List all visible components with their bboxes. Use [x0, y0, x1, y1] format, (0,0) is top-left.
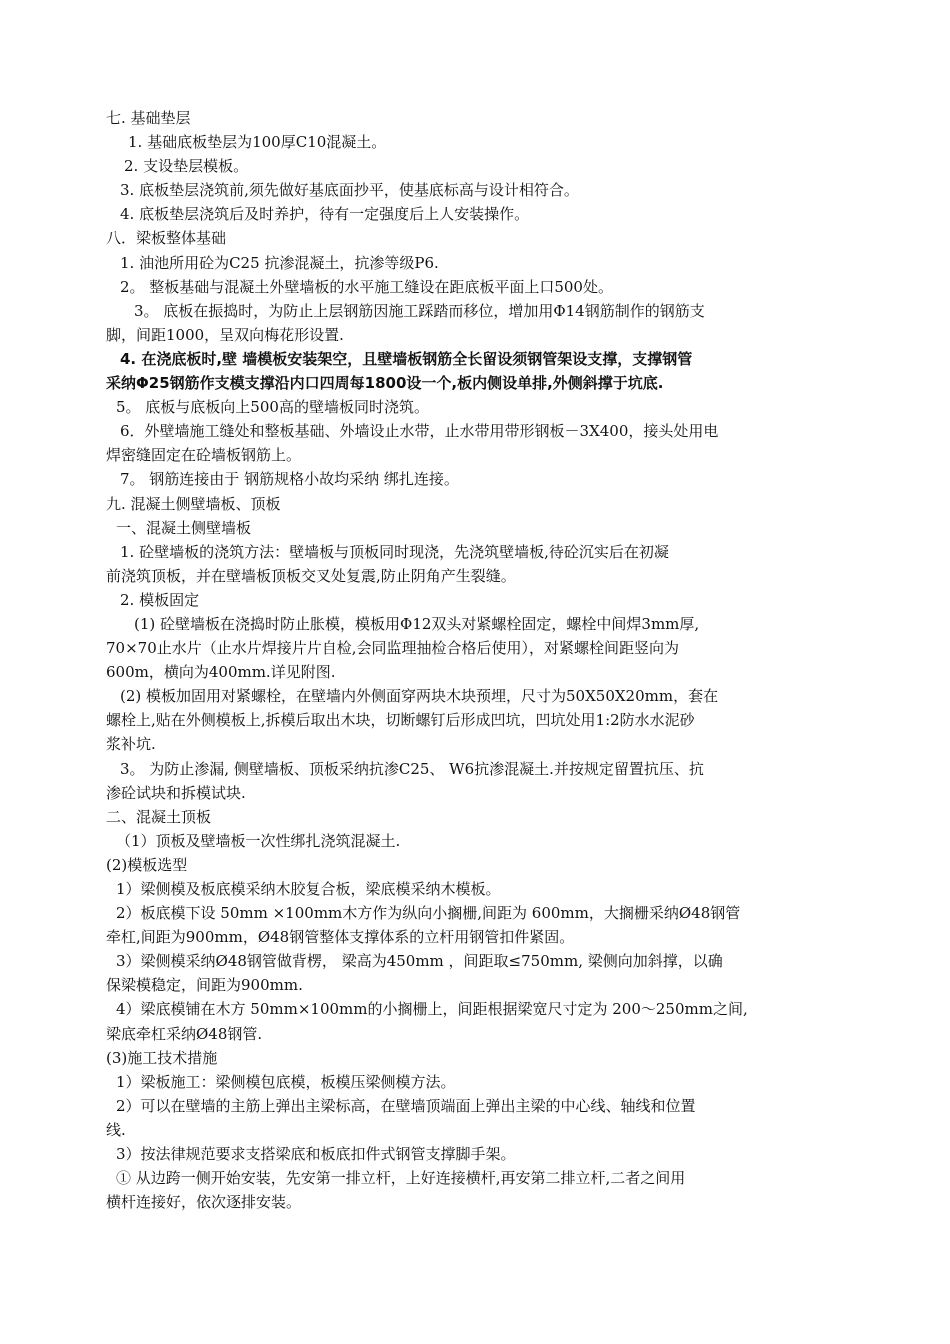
subsection-heading: 二、混凝土顶板: [106, 807, 212, 826]
paragraph-line: 3。 为防止渗漏, 侧壁墙板、顶板采纳抗渗C25、 W6抗渗混凝土.并按规定留置抗压、抗: [120, 759, 704, 778]
paragraph-line: 保梁模稳定，间距为900mm.: [106, 976, 303, 995]
paragraph-line: 渗砼试块和拆模试块.: [106, 783, 246, 802]
paragraph-line: 牵杠,间距为900mm，Ø48钢管整体支撑体系的立杆用钢管扣件紧固。: [106, 928, 575, 947]
section-heading-8: 八．梁板整体基础: [106, 229, 227, 248]
paragraph-line: 2. 模板固定: [120, 590, 200, 609]
paragraph-line: 1. 砼壁墙板的浇筑方法：壁墙板与顶板同时现浇，先浇筑壁墙板,待砼沉实后在初凝: [120, 542, 669, 561]
subsection-heading: 一、混凝土侧壁墙板: [116, 518, 252, 537]
paragraph-line: 1. 基础底板垫层为100厚C10混凝土。: [128, 133, 387, 152]
paragraph-line: (3)施工技术措施: [106, 1048, 218, 1067]
paragraph-line: 1）梁板施工：梁侧模包底模，板模压梁侧模方法。: [116, 1072, 456, 1091]
bold-paragraph-line: 采纳Φ25钢筋作支模支撑沿内口四周每1800设一个,板内侧设单排,外侧斜撑于坑底.: [106, 374, 664, 393]
paragraph-line: 6．外壁墙施工缝处和整板基础、外墙设止水带，止水带用带形钢板－3Χ400，接头处用电: [120, 422, 719, 441]
paragraph-line: 线.: [106, 1120, 126, 1139]
paragraph-line: (2) 模板加固用对紧螺栓，在壁墙内外侧面穿两块木块预埋，尺寸为50Χ50Χ20mm，套在: [120, 687, 719, 706]
paragraph-line: 2）可以在壁墙的主筋上弹出主梁标高，在壁墙顶端面上弹出主梁的中心线、轴线和位置: [116, 1096, 696, 1115]
paragraph-line: 焊密缝固定在砼墙板钢筋上。: [106, 446, 302, 465]
paragraph-line: 3）梁侧模采纳Ø48钢管做背楞， 梁高为450mm ，间距取≤750mm, 梁侧向加斜撑，以确: [116, 952, 723, 971]
paragraph-line: (1) 砼壁墙板在浇捣时防止胀模，模板用Φ12双头对紧螺栓固定，螺栓中间焊3mm厚,: [134, 614, 700, 633]
paragraph-line: 5。 底板与底板向上500高的壁墙板同时浇筑。: [116, 398, 429, 417]
paragraph-line: 7。 钢筋连接由于 钢筋规格小故均采纳 绑扎连接。: [120, 470, 459, 489]
paragraph-line: 4. 底板垫层浇筑后及时养护，待有一定强度后上人安装操作。: [120, 205, 530, 224]
paragraph-line: 2）板底模下设 50mm ×100mm木方作为纵向小搁栅,间距为 600mm，大搁栅采纳Ø48钢管: [116, 904, 741, 923]
paragraph-line: ① 从边跨一侧开始安装，先安第一排立杆，上好连接横杆,再安第二排立杆,二者之间用: [116, 1169, 686, 1188]
paragraph-line: 脚，间距1000，呈双向梅花形设置.: [106, 325, 344, 344]
paragraph-line: 3。 底板在振捣时，为防止上层钢筋因施工踩踏而移位，增加用Φ14钢筋制作的钢筋支: [134, 301, 705, 320]
paragraph-line: 浆补坑.: [106, 735, 156, 754]
paragraph-line: 70×70止水片（止水片焊接片片自检,会同监理抽检合格后使用），对紧螺栓间距竖向为: [106, 639, 680, 658]
bold-paragraph-line: 4. 在浇底板时,壁 墙模板安装架空，且壁墙板钢筋全长留设须钢管架设支撑，支撑钢管: [120, 349, 693, 368]
paragraph-line: 600m，横向为400mm.详见附图.: [106, 663, 336, 682]
paragraph-line: 3. 底板垫层浇筑前,须先做好基底面抄平，使基底标高与设计相符合。: [120, 181, 579, 200]
paragraph-line: 梁底牵杠采纳Ø48钢管.: [106, 1024, 263, 1043]
paragraph-line: 1. 油池所用砼为C25 抗渗混凝土，抗渗等级P6.: [120, 253, 439, 272]
paragraph-line: 2. 支设垫层模板。: [124, 157, 249, 176]
section-heading-9: 九. 混凝土侧壁墙板、顶板: [106, 494, 281, 513]
paragraph-line: 4）梁底模铺在木方 50mm×100mm的小搁栅上，间距根据梁宽尺寸定为 200～250mm之间,: [116, 1000, 748, 1019]
section-heading-7: 七. 基础垫层: [106, 109, 191, 127]
paragraph-line: 3）按法律规范要求支搭梁底和板底扣件式钢管支撑脚手架。: [116, 1145, 516, 1164]
paragraph-line: 1）梁侧模及板底模采纳木胶复合板，梁底模采纳木模板。: [116, 880, 501, 898]
paragraph-line: 螺栓上,贴在外侧模板上,拆模后取出木块，切断螺钉后形成凹坑，凹坑处用1:2防水水泥砂: [106, 711, 695, 730]
paragraph-line: 横杆连接好，依次逐排安装。: [106, 1193, 302, 1212]
paragraph-line: 2。 整板基础与混凝土外壁墙板的水平施工缝设在距底板平面上口500处。: [120, 277, 613, 296]
paragraph-line: （1）顶板及壁墙板一次性绑扎浇筑混凝土.: [116, 831, 401, 850]
paragraph-line: 前浇筑顶板，并在壁墙板顶板交叉处复震,防止阴角产生裂缝。: [106, 566, 516, 585]
paragraph-line: (2)模板选型: [106, 855, 188, 874]
